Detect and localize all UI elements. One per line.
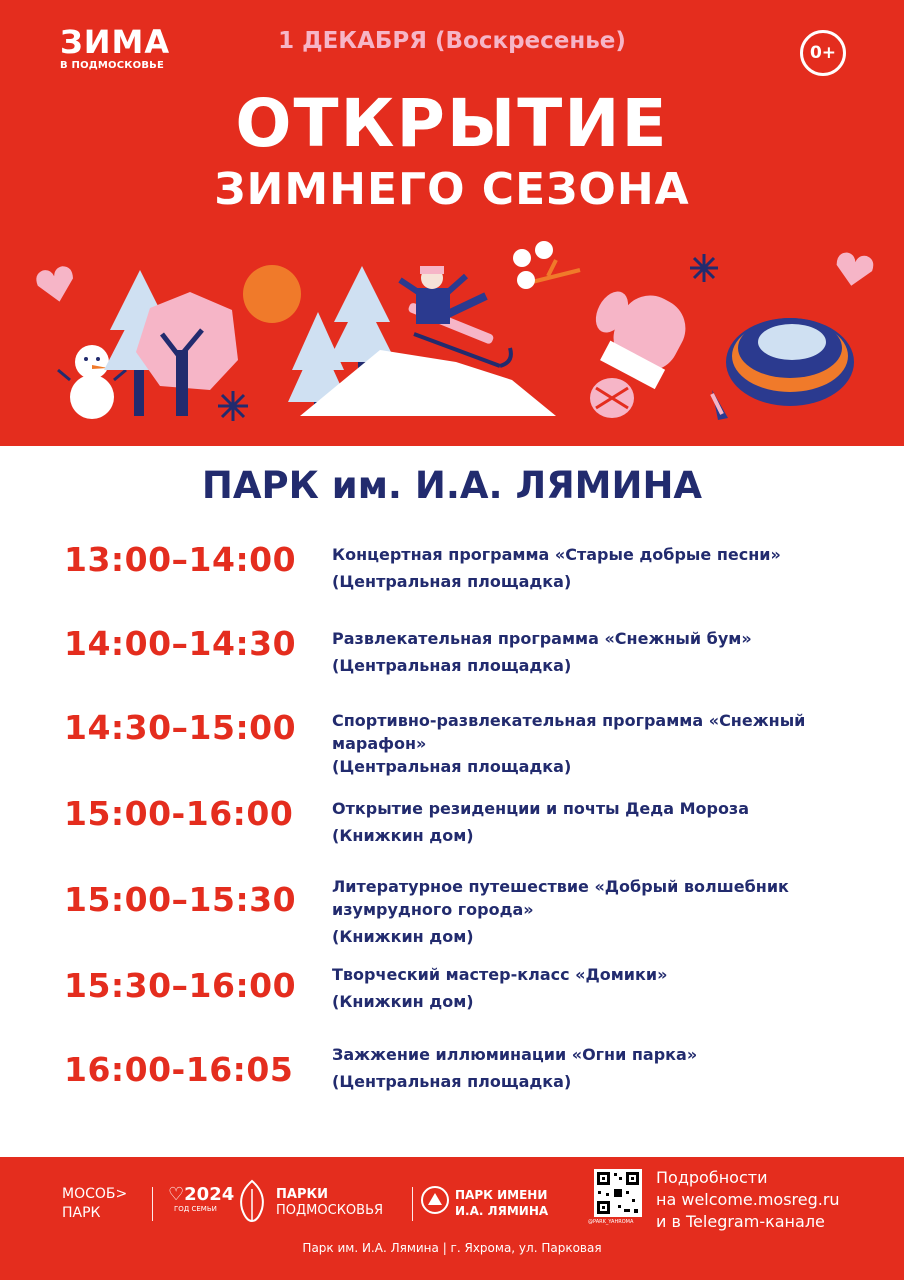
parki-logo-line1: ПАРКИ <box>276 1187 328 1202</box>
event-time: 14:00–14:30 <box>64 624 297 663</box>
park-lyamina-logo <box>455 1187 548 1219</box>
event-description <box>332 1043 852 1093</box>
park-logo-line2: И.А. ЛЯМИНА <box>455 1204 549 1218</box>
logo-title: ЗИМА <box>60 23 171 61</box>
event-date: 1 ДЕКАБРЯ (Воскресенье) <box>278 28 626 54</box>
age-rating-badge: 0+ <box>800 30 846 76</box>
event-title: Творческий мастер-класс «Домики» <box>332 965 668 984</box>
info-text <box>656 1167 840 1233</box>
address: Парк им. И.А. Лямина | г. Яхрома, ул. Парковая <box>302 1241 602 1255</box>
event-description <box>332 627 852 677</box>
event-time: 15:30–16:00 <box>64 966 297 1005</box>
event-time: 14:30–15:00 <box>64 708 297 747</box>
event-location: (Центральная площадка) <box>332 656 572 675</box>
page-title-line1: ОТКРЫТИЕ <box>235 85 669 162</box>
event-location: (Книжкин дом) <box>332 992 474 1011</box>
berry-branch-icon <box>513 241 580 289</box>
event-title: Спортивно-развлекательная программа «Снежный марафон» <box>332 711 806 753</box>
mosobpark-logo-line1: МОСОБ> <box>62 1186 128 1202</box>
event-time: 13:00–14:00 <box>64 540 297 579</box>
event-description <box>332 709 812 778</box>
year-of-family-logo <box>168 1185 234 1214</box>
park-logo-line1: ПАРК ИМЕНИ <box>455 1188 548 1202</box>
pinecone-icon <box>590 378 634 418</box>
event-location: (Центральная площадка) <box>332 572 572 591</box>
logo-subtitle: В ПОДМОСКОВЬЕ <box>60 60 165 71</box>
park-emblem-icon <box>420 1185 450 1215</box>
park-title: ПАРК им. И.А. ЛЯМИНА <box>201 464 703 507</box>
event-title: Развлекательная программа «Снежный бум» <box>332 629 752 648</box>
event-title: Зажжение иллюминации «Огни парка» <box>332 1045 698 1064</box>
event-time: 15:00-16:00 <box>64 794 294 833</box>
info-line1: Подробности <box>656 1168 768 1187</box>
event-title: Концертная программа «Старые добрые песни» <box>332 545 781 564</box>
orange-icon <box>243 265 301 323</box>
header-banner <box>0 0 904 446</box>
event-description <box>332 797 852 847</box>
qr-code[interactable] <box>594 1169 642 1217</box>
event-time: 16:00-16:05 <box>64 1050 294 1089</box>
event-description <box>332 543 852 593</box>
event-title: Открытие резиденции и почты Деда Мороза <box>332 799 750 818</box>
mosobpark-logo-line2: ПАРК <box>62 1205 101 1221</box>
event-location: (Книжкин дом) <box>332 927 474 946</box>
event-location: (Книжкин дом) <box>332 826 474 845</box>
parki-logo-line2: ПОДМОСКОВЬЯ <box>276 1203 384 1218</box>
parki-podmoskovya-logo <box>276 1187 383 1219</box>
year-logo-caption: ГОД СЕМЬИ <box>174 1205 217 1213</box>
event-description <box>332 875 802 948</box>
mosobpark-logo <box>62 1185 127 1223</box>
winter-illustration <box>0 230 904 446</box>
heart-icon <box>833 251 875 289</box>
snowflake-icon <box>690 254 718 282</box>
divider <box>152 1187 153 1221</box>
qr-caption: @PARK_YAHROMA <box>588 1219 634 1225</box>
info-telegram: и в Telegram-канале <box>656 1212 825 1231</box>
event-title: Литературное путешествие «Добрый волшебник изумрудного города» <box>332 877 789 919</box>
year-logo-text: 2024 <box>184 1184 235 1205</box>
mitten-icon <box>577 274 696 390</box>
page-title-line2: ЗИМНЕГО СЕЗОНА <box>214 164 690 215</box>
event-location: (Центральная площадка) <box>332 757 572 776</box>
event-description <box>332 963 852 1013</box>
event-location: (Центральная площадка) <box>332 1072 572 1091</box>
leaf-icon <box>236 1179 268 1219</box>
snow-tube-icon <box>712 318 854 420</box>
heart-icon <box>35 265 78 306</box>
sledding-kid-icon <box>400 266 511 366</box>
event-time: 15:00–15:30 <box>64 880 297 919</box>
footer <box>0 1157 904 1280</box>
divider <box>412 1187 413 1221</box>
heart-icon: ♡ <box>168 1184 185 1205</box>
snowflake-icon <box>218 391 248 421</box>
info-website-link[interactable]: на welcome.mosreg.ru <box>656 1190 840 1209</box>
